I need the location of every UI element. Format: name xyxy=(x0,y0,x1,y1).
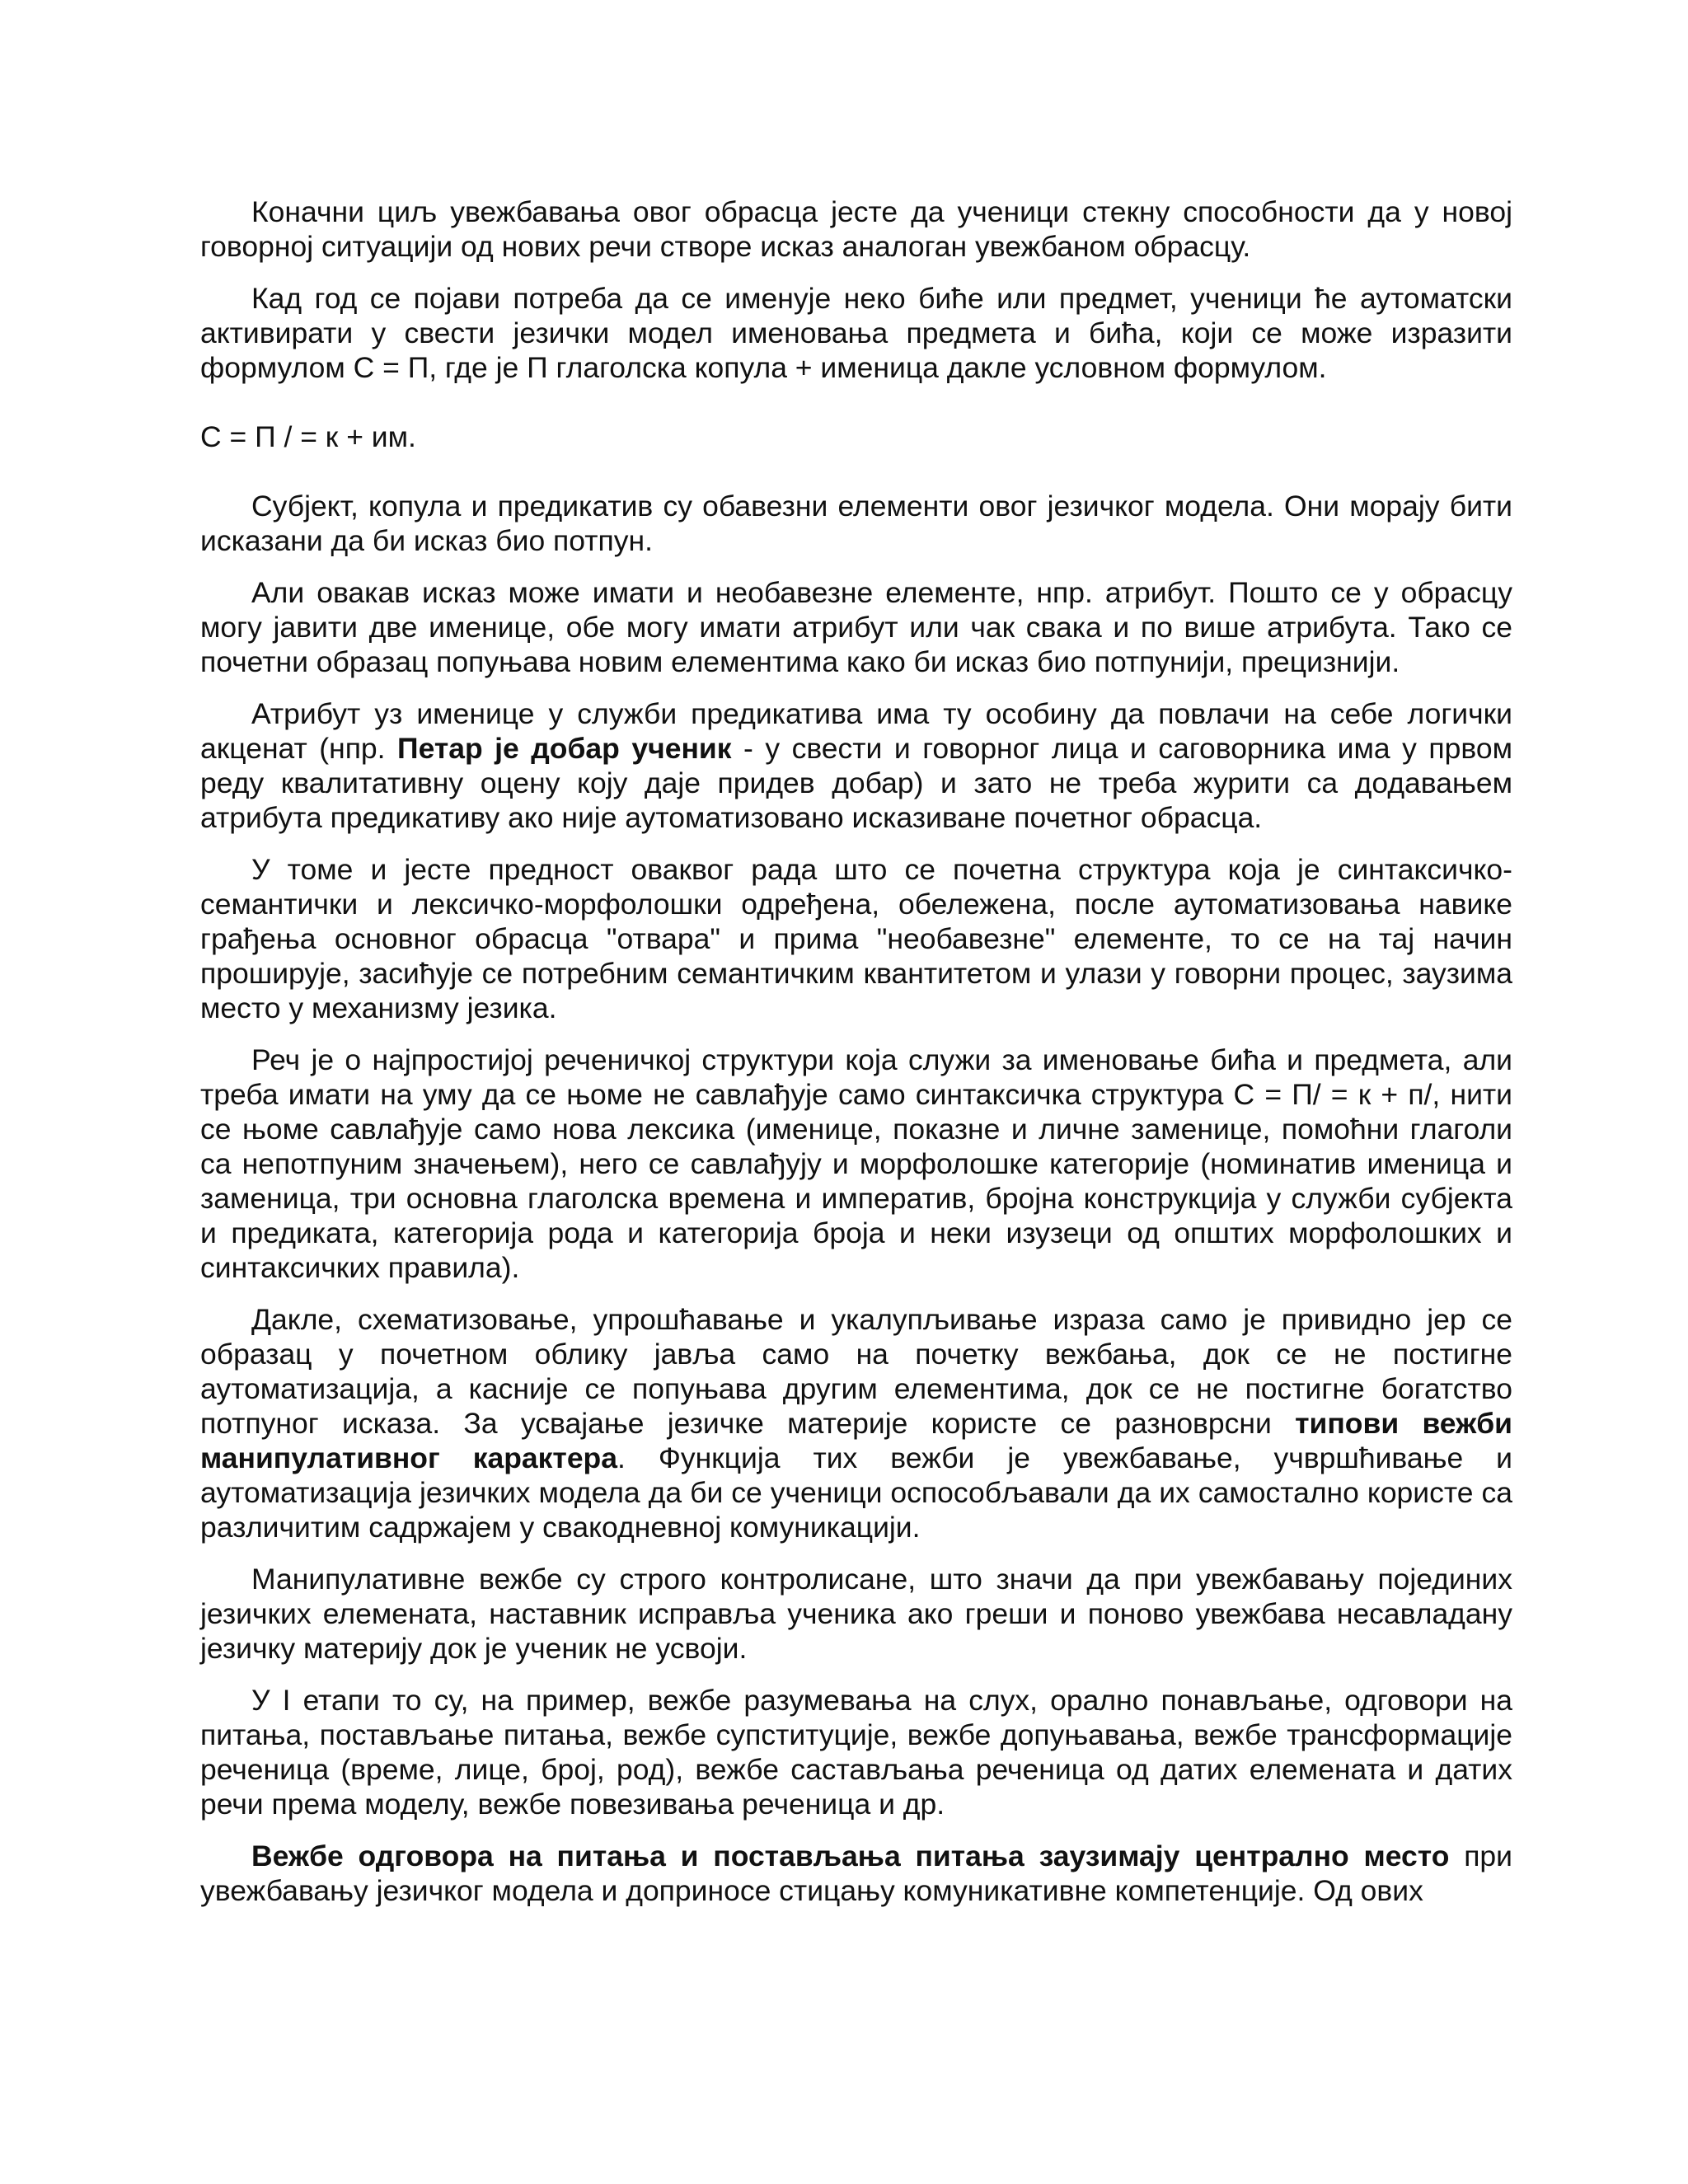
text-span: Али овакав исказ може имати и необавезне елементе, нпр. атрибут. Пошто се у обрасцу могу јавити две именице, обе могу имати атрибут или чак свака и по више атрибута. Тако се почетни образац попуњава новим елементима како би исказ био потпунији, прецизнији. xyxy=(200,576,1512,678)
text-span: при увежбавању језичког модела и доприносе стицању комуникативне компетенције. Од ових xyxy=(200,1840,1512,1907)
paragraph-subject-copula xyxy=(200,489,1512,558)
text-span: Кад год се појави потреба да се именује неко биће или предмет, ученици ће аутоматски активирати у свести језички модел именовања предмета и бића, који се може изразити формулом С = П, где је П глаголска копула + именица дакле условном формулом. xyxy=(200,282,1512,384)
formula-line xyxy=(200,419,1512,454)
paragraph-optional-elements xyxy=(200,575,1512,679)
text-span: - у свести и говорног лица и саговорника има у првом реду квалитативну оцену коју даје придев добар) и зато не треба журити са додавањем атрибута предикативу ако није аутоматизовано исказиване почетног обрасца. xyxy=(200,732,1512,834)
text-span: Дакле, схематизовање, упрошћавање и укалупљивање израза само је привидно јер се образац у почетном облику јавља само на почетку вежбања, док се не постигне аутоматизација, а касније се попуњава другим елементима, док се не постигне богатство потпуног исказа. За усвајање језичке материје користе се разноврсни xyxy=(200,1303,1512,1440)
paragraph-first-stage xyxy=(200,1683,1512,1821)
text-span: У I етапи то су, на пример, вежбе разумевања на слух, орално понављање, одговори на питања, постављање питања, вежбе супституције, вежбе допуњавања, вежбе трансформације реченица (време, лице, број, род), вежбе састављања реченица од датих елемената и датих речи према моделу, вежбе повезивања реченица и др. xyxy=(200,1684,1512,1821)
bold-exercise-types: типови вежби манипулативног карактера xyxy=(200,1407,1512,1474)
paragraph-attribute-accent xyxy=(200,696,1512,835)
paragraph-advantage xyxy=(200,852,1512,1025)
paragraph-naming-model xyxy=(200,281,1512,385)
text-span: Субјект, копула и предикатив су обавезни елементи овог језичког модела. Они морају бити исказани да би исказ био потпун. xyxy=(200,490,1512,557)
text-span: Реч је о најпростијој реченичкој структури која служи за именовање бића и предмета, али треба имати на уму да се њоме не савлађује само синтаксичка структура С = П/ = к + п/, нити се њоме савлађује само нова лексика (именице, показне и личне заменице, помоћни глаголи са непотпуним значењем), него се савлађују и морфолошке категорије (номинатив именица и заменица, три основна глаголска времена и императив, бројна конструкција у служби субјекта и предиката, категорија рода и категорија броја и неки изузеци од општих морфолошких и синтаксичких правила). xyxy=(200,1043,1512,1284)
text-span: Атрибут уз именице у служби предикатива има ту особину да повлачи на себе логички акценат (нпр. xyxy=(200,697,1512,765)
text-span: У томе и јесте предност оваквог рада што се почетна структура која је синтаксичко-семантички и лексичко-морфолошки одређена, обележена, после аутоматизовања навике грађења основног обрасца "отвара" и прима "необавезне" елементе, то се на тај начин проширује, засићује се потребним семантичким квантитетом и улази у говорни процес, заузима место у механизму језика. xyxy=(200,853,1512,1024)
bold-example: Петар је добар ученик xyxy=(397,732,732,765)
text-span: . Функција тих вежби је увежбавање, учвршћивање и аутоматизација језичких модела да би се ученици оспособљавали да их самостално користе са различитим садржајем у свакодневној комуникацији. xyxy=(200,1441,1513,1544)
text-span: Коначни циљ увежбавања овог обрасца јесте да ученици стекну способности да у новој говорној ситуацији од нових речи створе исказ аналоган увежбаном обрасцу. xyxy=(200,195,1512,263)
paragraph-manipulative-exercises xyxy=(200,1562,1512,1666)
paragraph-schematization xyxy=(200,1302,1512,1544)
paragraph-question-answer xyxy=(200,1839,1512,1908)
text-span: Манипулативне вежбе су строго контролисане, што значи да при увежбавању појединих језичких елемената, наставник исправља ученика ако греши и поново увежбава несавладану језичку материју док је ученик не усвоји. xyxy=(200,1563,1512,1665)
paragraph-simplest-structure xyxy=(200,1043,1512,1285)
document-page xyxy=(200,194,1512,1925)
formula-text: С = П / = к + им. xyxy=(200,420,416,453)
bold-central-place: Вежбе одговора на питања и постављања питања заузимају централно место xyxy=(251,1840,1450,1872)
paragraph-final-goal xyxy=(200,194,1512,264)
